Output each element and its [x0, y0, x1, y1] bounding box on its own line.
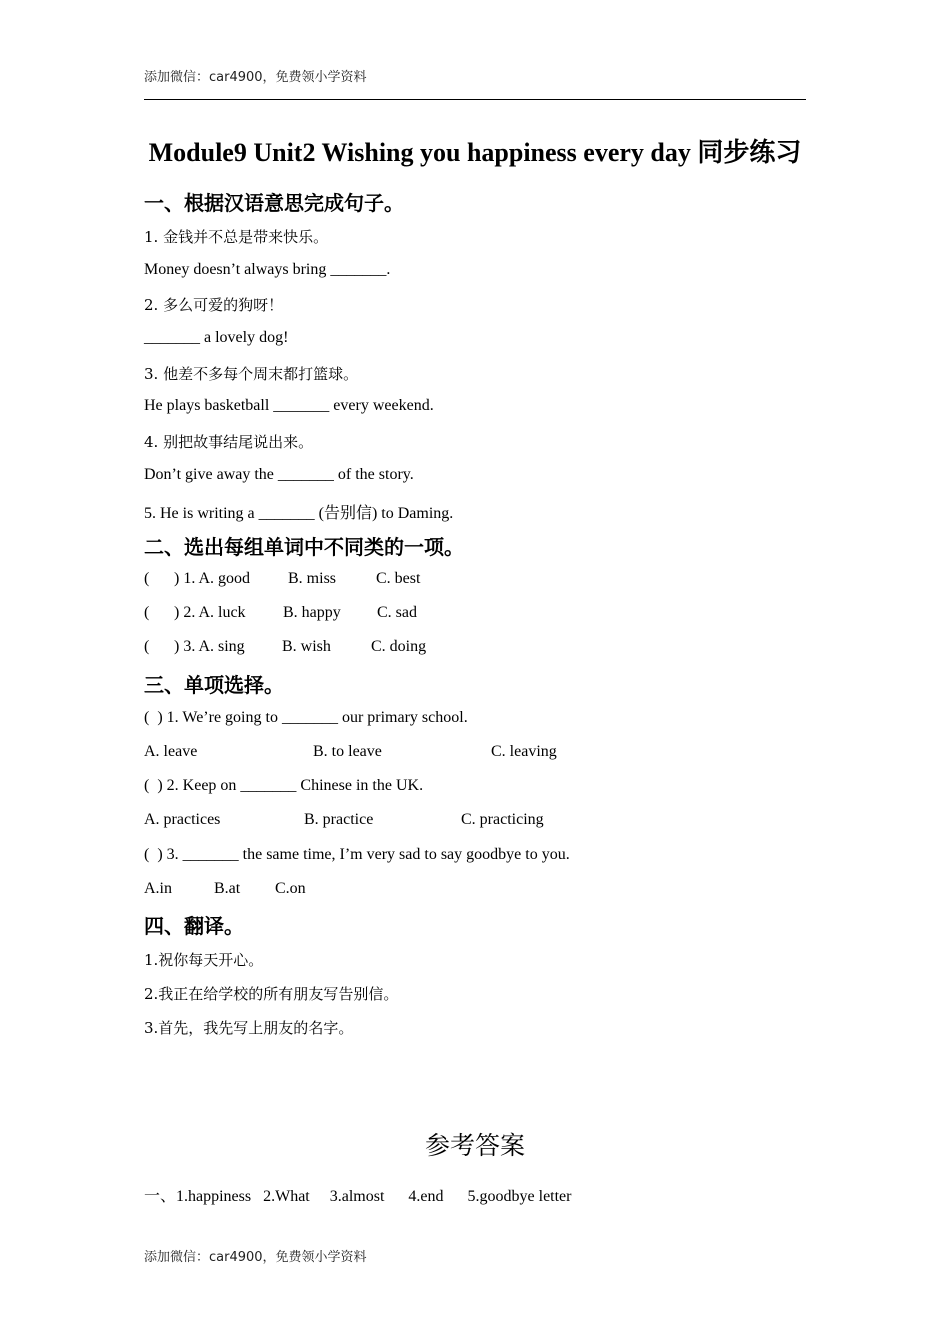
s1-line-2: Money doesn’t always bring _______. — [144, 261, 391, 278]
s2-item-3-c: C. doing — [371, 638, 427, 655]
s2-item-2-b: B. happy — [283, 604, 341, 621]
s3-q3: ( ) 3. _______ the same time, I’m very sad to say goodbye to you. — [144, 846, 570, 863]
s2-item-1-bracket: ( — [144, 570, 150, 587]
s3-q2-c: C. practicing — [461, 811, 544, 828]
s2-item-3-bracket: ( — [144, 638, 150, 655]
answers-line-1: 一、1.happiness 2.What 3.almost 4.end 5.goodbye letter — [144, 1188, 572, 1205]
s2-item-2-bracket: ( — [144, 604, 150, 621]
answers-title: 参考答案 — [424, 1131, 525, 1160]
s3-q1: ( ) 1. We’re going to _______ our primary school. — [144, 709, 468, 726]
s2-item-2-c: C. sad — [377, 604, 417, 621]
section4-heading: 四、翻译。 — [144, 914, 244, 938]
s4-line-1: 1.祝你每天开心。 — [144, 951, 264, 969]
header-rule — [144, 99, 806, 100]
s3-q1-a: A. leave — [144, 743, 198, 760]
s3-q3-c: C.on — [275, 880, 306, 897]
s1-line-4: _______ a lovely dog! — [144, 329, 289, 346]
s3-q1-c: C. leaving — [491, 743, 557, 760]
s3-q1-b: B. to leave — [313, 743, 382, 760]
s1-line-1: 1. 金钱并不总是带来快乐。 — [144, 228, 329, 246]
s3-q2: ( ) 2. Keep on _______ Chinese in the UK. — [144, 777, 424, 794]
s3-q3-b: B.at — [214, 880, 241, 897]
s1-line-7: 4. 别把故事结尾说出来。 — [144, 433, 314, 451]
s1-line-5: 3. 他差不多每个周末都打篮球。 — [144, 365, 359, 383]
s2-item-3-b: B. wish — [282, 638, 331, 655]
page-title: Module9 Unit2 Wishing you happiness every day 同步练习 — [148, 138, 802, 167]
s3-q2-b: B. practice — [304, 811, 374, 828]
section1-heading: 一、根据汉语意思完成句子。 — [144, 191, 404, 215]
footer-text: 添加微信：car4900，免费领小学资料 — [144, 1250, 367, 1265]
header-text: 添加微信：car4900，免费领小学资料 — [144, 70, 367, 85]
s2-item-1-c: C. best — [376, 570, 421, 587]
s3-q3-a: A.in — [144, 880, 172, 897]
s3-q2-a: A. practices — [144, 811, 221, 828]
s1-line-8: Don’t give away the _______ of the story. — [144, 466, 414, 483]
s2-item-1-b: B. miss — [288, 570, 337, 587]
s1-line-9: 5. He is writing a _______ (告别信) to Daming. — [144, 505, 454, 522]
s1-line-3: 2. 多么可爱的狗呀！ — [144, 296, 284, 314]
s4-line-2: 2.我正在给学校的所有朋友写告别信。 — [144, 985, 399, 1003]
s4-line-3: 3.首先，我先写上朋友的名字。 — [144, 1019, 354, 1037]
section2-heading: 二、选出每组单词中不同类的一项。 — [144, 535, 464, 559]
section3-heading: 三、单项选择。 — [144, 673, 284, 697]
s2-item-2-a: ) 2. A. luck — [174, 604, 246, 621]
s1-line-6: He plays basketball _______ every weekend. — [144, 397, 434, 414]
s2-item-3-a: ) 3. A. sing — [174, 638, 245, 655]
s2-item-1-a: ) 1. A. good — [174, 570, 250, 587]
